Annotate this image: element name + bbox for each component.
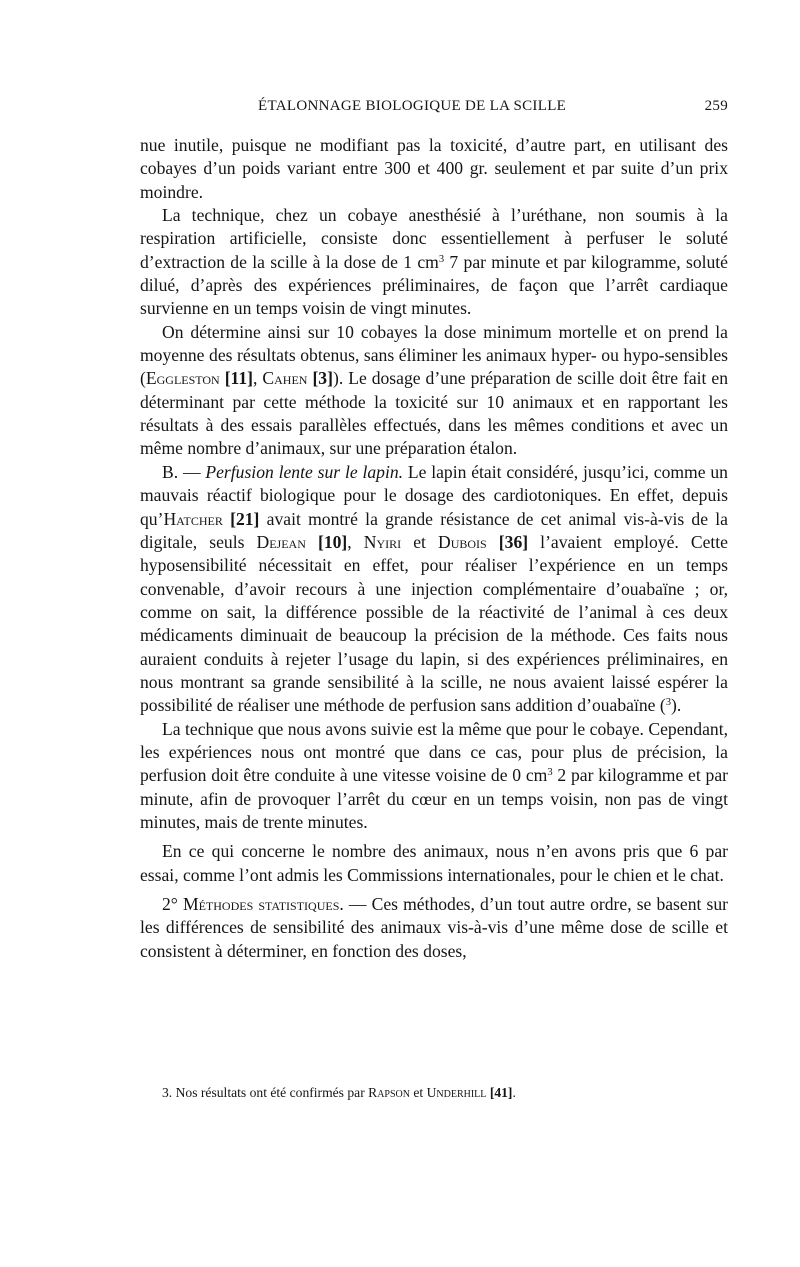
paragraph-text: , (253, 368, 263, 389)
footnote-text: 3. Nos résultats ont été confirmés par (162, 1085, 369, 1100)
running-title: ÉTALONNAGE BIOLOGIQUE DE LA SCILLE (258, 98, 567, 114)
paragraph-text: nue inutile, puisque ne modifiant pas la toxicité, d’autre part, en utilisant des cobayes d’un poids variant entre 300 et 400 gr. seulement et par suite d’un prix moindre. (140, 135, 728, 202)
paragraph-text: On détermine ainsi sur 10 cobayes la dose minimum mortelle et on prend la moyenne des résultats obtenus, sans éliminer les animaux hyper- ou hypo-sensibles ( (140, 321, 728, 389)
paragraph-text: ). Le dosage d’une préparation de scille doit être fait en déterminant par cette méthode la toxicité sur 10 animaux et en rapportant les résultats à des essais parallèles effectués, dans les mêmes conditions et avec un même nombre d’animaux, sur une préparation étalon. (140, 368, 728, 459)
paragraph-text: ). (671, 695, 682, 716)
paragraph-statistical-methods (140, 893, 728, 963)
section-label: B. — (162, 461, 206, 482)
author-name: Cahen (262, 368, 308, 389)
author-name: Underhill (426, 1085, 487, 1100)
page-number: 259 (704, 98, 728, 114)
author-name: Dubois (438, 531, 487, 552)
author-name: Rapson (368, 1085, 410, 1100)
body-text (140, 134, 728, 963)
author-name: Nyiri (363, 531, 402, 552)
paragraph-text: l’avaient employé. Cette hyposensibilité nécessitait en effet, pour réaliser l’expérience en un temps convenable, d’avoir recours à une injection complémentaire d’ouabaïne ; or, comme on sait, la différence possible de la réactivité de l’animal à ces deux médicaments diminuait de beaucoup la précision de la méthode. Ces faits nous auraient conduits à rejeter l’usage du lapin, si des expériences préliminaires, en nous montrant sa grande sensibilité à la scille, ne nous avaient laissé espérer la possibilité de réaliser une méthode de perfusion sans addition d’ouabaïne ( (140, 531, 728, 716)
section-title: Perfusion lente sur le lapin. (205, 461, 404, 482)
running-header (140, 98, 728, 122)
reference-number: [21] (230, 508, 260, 529)
paragraph-text: Le lapin était considéré, jusqu’ici, comme un mauvais réactif biologique pour le dosage des cardiotoniques. En effet, depuis qu’ (140, 461, 728, 529)
paragraph-text: et (401, 531, 438, 552)
paragraph-continuation (140, 134, 728, 204)
paragraph-minimum-lethal-dose (140, 321, 728, 461)
paragraph-text: 7 par minute et par kilogramme, soluté dilué, d’après des expériences préliminaires, de façon que l’arrêt cardiaque survienne en un temps voisin de vingt minutes. (140, 251, 728, 319)
paragraph-guinea-pig-technique (140, 204, 728, 321)
superscript: 3 (547, 767, 553, 779)
reference-number: [36] (498, 531, 529, 552)
paragraph-rabbit-perfusion (140, 461, 728, 718)
section-label: 2° (162, 894, 183, 914)
paragraph-text: 2 par kilogramme et par minute, afin de provoquer l’arrêt du cœur en un temps voisin, non pas de vingt minutes, mais de trente minutes. (140, 765, 728, 832)
footnote-text: et (409, 1085, 427, 1100)
reference-number: [11] (224, 368, 254, 389)
paragraph-text: avait montré la grande résistance de cet animal vis-à-vis de la digitale, seuls (140, 508, 728, 552)
superscript: 3 (438, 253, 445, 265)
paragraph-text: — Ces méthodes, d’un tout autre ordre, se basent sur les différences de sensibilité des animaux vis-à-vis d’une même dose de scille et consistent à déterminer, en fonction des doses, (140, 894, 729, 961)
reference-number: [3] (312, 368, 333, 389)
footnote (162, 1084, 728, 1102)
section-title: Méthodes statistiques. (182, 894, 344, 914)
paragraph-rabbit-technique (140, 718, 728, 835)
paragraph-text: La technique, chez un cobaye anesthésié à l’uréthane, non soumis à la respiration artificielle, consiste donc essentiellement à perfuser le soluté d’extraction de la scille à la dose de 1 cm (140, 205, 728, 272)
reference-number: [10] (317, 531, 348, 552)
paragraph-text: La technique que nous avons suivie est la même que pour le cobaye. Cependant, les expériences nous ont montré que dans ce cas, pour plus de précision, la perfusion doit être conduite à une vitesse voisine de 0 cm (140, 718, 728, 786)
author-name: Hatcher (163, 508, 223, 529)
footnote-marker: 3 (665, 697, 671, 709)
paragraph-animal-count (140, 840, 728, 887)
paragraph-text: , (347, 531, 364, 552)
paragraph-text: En ce qui concerne le nombre des animaux, nous n’en avons pris que 6 par essai, comme l’ont admis les Commissions internationales, pour le chien et le chat. (140, 841, 728, 885)
author-name: Dejean (256, 531, 306, 552)
footnote-text: . (512, 1085, 516, 1100)
reference-number: [41] (489, 1085, 513, 1100)
author-name: Eggleston (145, 368, 220, 389)
